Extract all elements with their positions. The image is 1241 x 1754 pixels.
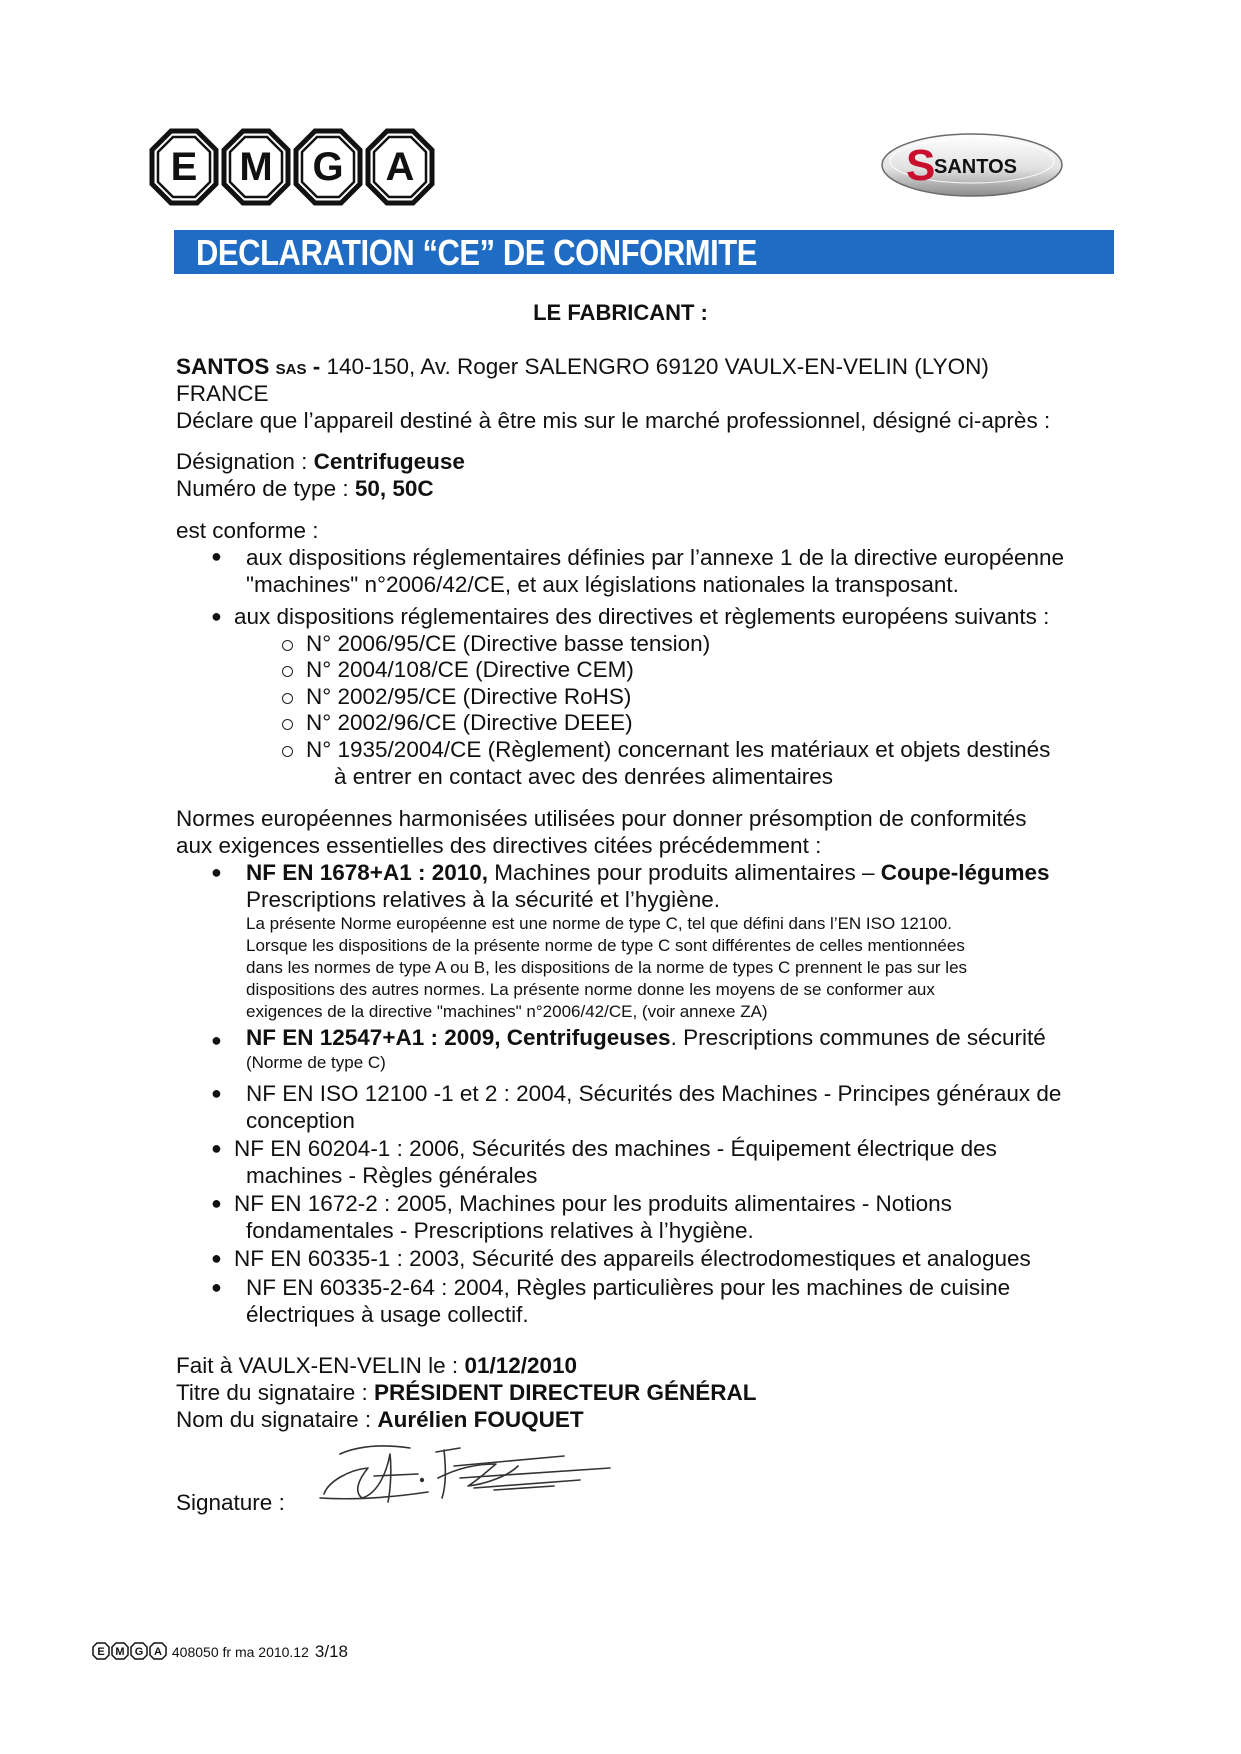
designation-line bbox=[176, 448, 465, 475]
designation-value: Centrifugeuse bbox=[313, 449, 465, 474]
manufacturer-country: FRANCE bbox=[176, 381, 269, 406]
santos-logo bbox=[878, 128, 1066, 200]
standard-1-bold-end: Coupe-légumes bbox=[880, 860, 1050, 885]
signoff-place-date bbox=[176, 1352, 577, 1379]
standard-1-text: Machines pour produits alimentaires – bbox=[488, 860, 881, 885]
bullet-icon: ● bbox=[211, 546, 222, 566]
directive-item-continuation: à entrer en contact avec des denrées alimentaires bbox=[334, 764, 834, 789]
manufacturer-declares: Déclare que l’appareil destiné à être mis sur le marché professionnel, désigné ci-après : bbox=[176, 408, 1051, 433]
signoff-name-label: Nom du signataire : bbox=[176, 1407, 378, 1432]
svg-text:A: A bbox=[154, 1646, 162, 1658]
standard-2-line-1 bbox=[246, 1024, 1046, 1051]
designation-label: Désignation : bbox=[176, 449, 314, 474]
emga-logo-E bbox=[152, 131, 216, 203]
directive-item: N° 2004/108/CE (Directive CEM) bbox=[306, 657, 634, 682]
standards-intro-line-2: aux exigences essentielles des directives citées précédemment : bbox=[176, 833, 822, 858]
svg-text:G: G bbox=[312, 145, 344, 189]
bullet-icon: ● bbox=[211, 606, 222, 626]
type-number-line bbox=[176, 475, 434, 502]
conformity-item-2: aux dispositions réglementaires des directives et règlements européens suivants : bbox=[234, 604, 1050, 629]
circle-bullet-icon bbox=[282, 719, 293, 730]
standard-2-code: NF EN 12547+A1 : 2009, Centrifugeuses bbox=[246, 1025, 671, 1050]
type-number-label: Numéro de type : bbox=[176, 476, 355, 501]
standard-5-line-1: NF EN 1672-2 : 2005, Machines pour les produits alimentaires - Notions bbox=[234, 1191, 952, 1216]
manufacturer-line bbox=[176, 353, 989, 383]
svg-text:E: E bbox=[97, 1646, 105, 1658]
svg-text:G: G bbox=[134, 1646, 144, 1658]
bullet-icon: ● bbox=[211, 862, 222, 882]
directive-item: N° 2002/95/CE (Directive RoHS) bbox=[306, 684, 632, 709]
signoff-name: Aurélien FOUQUET bbox=[377, 1407, 584, 1432]
standard-1-line-1 bbox=[246, 859, 1050, 886]
manufacturer-separator: - bbox=[306, 354, 327, 379]
standard-2-note: (Norme de type C) bbox=[246, 1053, 386, 1072]
conformity-intro: est conforme : bbox=[176, 518, 319, 543]
bullet-icon: ● bbox=[211, 1248, 222, 1268]
standard-1-code: NF EN 1678+A1 : 2010, bbox=[246, 860, 489, 885]
standard-6-line-1: NF EN 60335-1 : 2003, Sécurité des appareils électrodomestiques et analogues bbox=[234, 1246, 1031, 1271]
standards-intro-line-1: Normes européennes harmonisées utilisées pour donner présomption de conformités bbox=[176, 806, 1027, 831]
bullet-icon: ● bbox=[211, 1193, 222, 1213]
standard-3-line-2: conception bbox=[246, 1108, 355, 1133]
bullet-icon: ● bbox=[211, 1277, 222, 1297]
standard-4-line-1: NF EN 60204-1 : 2006, Sécurités des machines - Équipement électrique des bbox=[234, 1136, 997, 1161]
signature-label: Signature : bbox=[176, 1490, 285, 1515]
bullet-icon: ● bbox=[211, 1138, 222, 1158]
manufacturer-address: 140-150, Av. Roger SALENGRO 69120 VAULX-EN-VELIN (LYON) bbox=[326, 354, 989, 379]
manufacturer-name: SANTOS bbox=[176, 354, 270, 379]
emga-logo-M bbox=[224, 131, 288, 203]
standard-1-line-2: Prescriptions relatives à la sécurité et l’hygiène. bbox=[246, 887, 720, 912]
standard-7-line-2: électriques à usage collectif. bbox=[246, 1302, 529, 1327]
directive-item: N° 2002/96/CE (Directive DEEE) bbox=[306, 710, 633, 735]
standard-4-line-2: machines - Règles générales bbox=[246, 1163, 538, 1188]
emga-logo bbox=[148, 128, 440, 206]
footer-reference: 408050 fr ma 2010.12 bbox=[171, 1644, 309, 1660]
directive-item: N° 2006/95/CE (Directive basse tension) bbox=[306, 631, 711, 656]
bullet-icon: ● bbox=[211, 1083, 222, 1103]
signoff-title-label: Titre du signataire : bbox=[176, 1380, 375, 1405]
standard-3-line-1: NF EN ISO 12100 -1 et 2 : 2004, Sécurités des Machines - Principes généraux de bbox=[246, 1081, 1062, 1106]
santos-logo-initial: S bbox=[906, 141, 936, 190]
svg-text:E: E bbox=[170, 145, 198, 189]
santos-logo-text: SANTOS bbox=[934, 156, 1017, 178]
standard-7-line-1: NF EN 60335-2-64 : 2004, Règles particulières pour les machines de cuisine bbox=[246, 1275, 1011, 1300]
standard-1-note: Lorsque les dispositions de la présente norme de type C sont différentes de celles mentionnées bbox=[246, 936, 965, 955]
signoff-title-line bbox=[176, 1379, 757, 1406]
signoff-title: PRÉSIDENT DIRECTEUR GÉNÉRAL bbox=[374, 1380, 757, 1405]
svg-text:M: M bbox=[239, 145, 273, 189]
conformity-item-1-line-2: "machines" n°2006/42/CE, et aux législations nationales la transposant. bbox=[246, 572, 959, 597]
standard-1-note: dans les normes de type A ou B, les dispositions de la norme de types C prennent le pas sur les bbox=[246, 958, 968, 977]
svg-text:A: A bbox=[385, 145, 415, 189]
manufacturer-suffix: SAS bbox=[275, 361, 307, 378]
title-banner bbox=[174, 230, 1114, 274]
bullet-icon: ● bbox=[211, 1030, 222, 1050]
standard-5-line-2: fondamentales - Prescriptions relatives à l’hygiène. bbox=[246, 1218, 754, 1243]
circle-bullet-icon bbox=[282, 746, 293, 757]
circle-bullet-icon bbox=[282, 693, 293, 704]
page-number: 3/18 bbox=[314, 1642, 348, 1661]
conformity-item-1-line-1: aux dispositions réglementaires définies par l’annexe 1 de la directive européenne bbox=[246, 545, 1065, 570]
signature-image bbox=[318, 1436, 618, 1518]
manufacturer-heading: LE FABRICANT : bbox=[533, 300, 708, 325]
standard-1-note: dispositions des autres normes. La présente norme donne les moyens de se conformer aux bbox=[246, 980, 935, 999]
type-number-value: 50, 50C bbox=[354, 476, 434, 501]
signoff-date: 01/12/2010 bbox=[464, 1353, 578, 1378]
emga-logo-G bbox=[296, 131, 360, 203]
standard-2-text: . Prescriptions communes de sécurité bbox=[670, 1025, 1046, 1050]
footer bbox=[92, 1642, 348, 1662]
page-title: DECLARATION “CE” DE CONFORMITE bbox=[196, 232, 758, 273]
standard-1-note: La présente Norme européenne est une norme de type C, tel que défini dans l’EN ISO 12100. bbox=[246, 914, 952, 933]
svg-text:M: M bbox=[115, 1646, 125, 1658]
signoff-name-line bbox=[176, 1406, 584, 1433]
emga-logo-A bbox=[368, 131, 432, 203]
directive-item: N° 1935/2004/CE (Règlement) concernant les matériaux et objets destinés bbox=[306, 737, 1051, 762]
circle-bullet-icon bbox=[282, 640, 293, 651]
signoff-place-label: Fait à VAULX-EN-VELIN le : bbox=[176, 1353, 465, 1378]
standard-1-note: exigences de la directive "machines" n°2006/42/CE, (voir annexe ZA) bbox=[246, 1002, 768, 1021]
circle-bullet-icon bbox=[282, 666, 293, 677]
emga-mini-logo bbox=[92, 1642, 168, 1660]
